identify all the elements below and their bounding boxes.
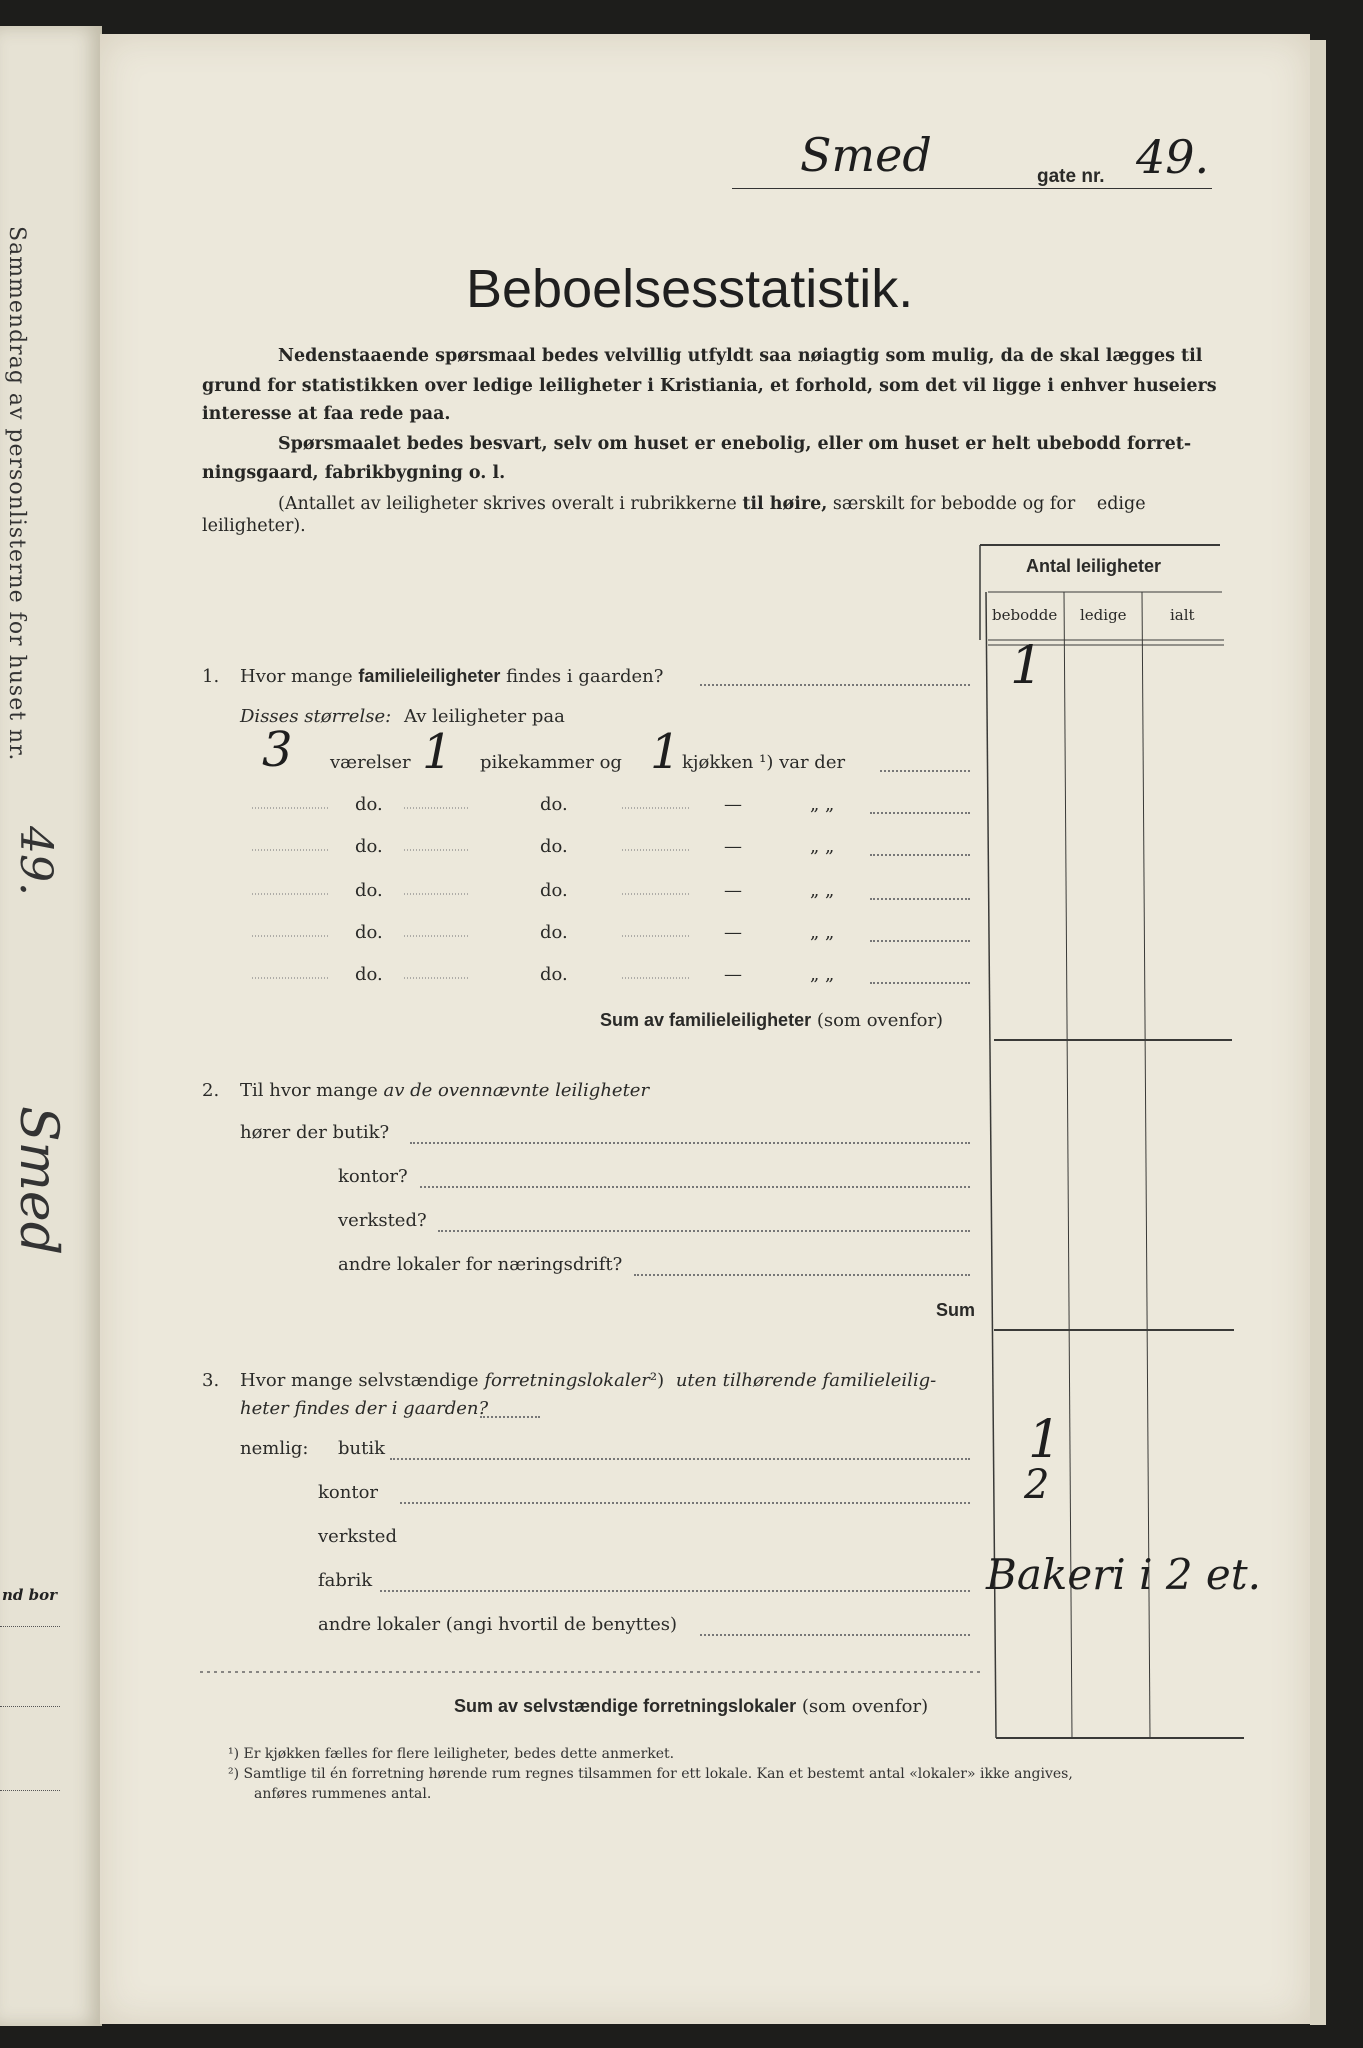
- leader-dots: [410, 1142, 970, 1144]
- left-page-hand-name: Smed: [8, 1106, 68, 1255]
- gate-number-handwritten: 49.: [1136, 130, 1210, 184]
- left-page-hand-number: 49.: [10, 826, 61, 896]
- leader-dots: [390, 1458, 970, 1460]
- leader-dots: [634, 1274, 970, 1276]
- col-ledige: ledige: [1080, 606, 1127, 624]
- col-bebodde: bebodde: [992, 606, 1058, 624]
- q1-text-b: familieleiligheter: [358, 666, 501, 686]
- q1-size-label-italic: Disses størrelse:: [240, 706, 392, 727]
- q2-sum: Sum: [936, 1300, 976, 1320]
- q3-fabrik-handwritten: Bakeri i 2 et.: [986, 1550, 1262, 1599]
- q1-sum-a: Sum av familieleiligheter: [600, 1010, 812, 1030]
- do-row-2b: do.: [540, 836, 568, 857]
- intro-p2-line2: ningsgaard, fabrikbygning o. l.: [202, 463, 506, 483]
- q1-sum-b: (som ovenfor): [816, 1010, 944, 1031]
- leader-dots: [380, 1590, 970, 1592]
- q1-text-c: findes i gaarden?: [506, 666, 664, 687]
- leader-dots: [400, 1502, 970, 1504]
- q3-butik: butik: [338, 1438, 386, 1459]
- q3-verksted: verksted: [318, 1526, 397, 1547]
- q2-text-a: Til hvor mange: [240, 1080, 378, 1101]
- ditto: „ „: [810, 836, 835, 857]
- q2-text-b: av de ovennævnte leiligheter: [383, 1080, 650, 1101]
- dash: —: [724, 880, 742, 901]
- q3-number: 3.: [202, 1370, 220, 1391]
- q2-text: [240, 1080, 649, 1101]
- intro-p1-line1: Nedenstaaende spørsmaal bedes velvillig utfyldt saa nøiagtig som mulig, da de skal lægges til: [278, 346, 1203, 366]
- q1-pikekammer: pikekammer og: [480, 752, 622, 773]
- page-title: Beboelsesstatistik.: [466, 259, 914, 319]
- q3-nemlig: nemlig:: [240, 1438, 309, 1459]
- q2-butik: hører der butik?: [240, 1122, 390, 1143]
- q1-maid-handwritten: 1: [422, 724, 453, 780]
- q2-kontor: kontor?: [338, 1166, 408, 1187]
- intro-p1-line2: grund for statistikken over ledige leiligheter i Kristiania, et forhold, som det vil ligge i enhver huseiers: [202, 376, 1217, 396]
- dash: —: [724, 964, 742, 985]
- footnote-2-line2: anføres rummenes antal.: [254, 1786, 432, 1802]
- q3-text-c: ²): [649, 1370, 665, 1391]
- footnote-2-line1: ²) Samtlige til én forretning hørende rum regnes tilsammen for ett lokale. Kan et bestemt antal «lokaler» ikke angives,: [228, 1766, 1073, 1782]
- do-row-3: do.: [355, 880, 383, 901]
- do-row-1: do.: [355, 794, 383, 815]
- left-page-note: nd bor: [2, 1586, 58, 1604]
- street-name-handwritten: Smed: [800, 128, 932, 182]
- do-row-5: do.: [355, 964, 383, 985]
- leader-dots: [700, 684, 970, 686]
- q3-sum-b: (som ovenfor): [801, 1696, 929, 1717]
- ditto: „ „: [810, 880, 835, 901]
- leader-dots: [870, 982, 970, 984]
- leader-dots: [870, 940, 970, 942]
- intro-p3-d: edige: [1096, 494, 1146, 514]
- q3-kontor-handwritten: 2: [1024, 1462, 1050, 1508]
- q3-text-line1: [240, 1370, 936, 1391]
- q3-sum: [454, 1696, 928, 1717]
- q1-vaerelser: værelser: [330, 752, 411, 773]
- leader-dots: [700, 1634, 970, 1636]
- q1-text-a: Hvor mange: [240, 666, 353, 687]
- ditto: „ „: [810, 922, 835, 943]
- q1-text: [240, 666, 663, 687]
- q2-andre: andre lokaler for næringsdrift?: [338, 1254, 623, 1275]
- leader-dots: [480, 1416, 540, 1418]
- col-ialt: ialt: [1170, 606, 1195, 624]
- leader-dots: [870, 898, 970, 900]
- leader-dots: [420, 1186, 970, 1188]
- q3-butik-handwritten: 1: [1028, 1410, 1062, 1470]
- footnote-1: ¹) Er kjøkken fælles for flere leiligheter, bedes dette anmerket.: [228, 1746, 675, 1762]
- q1-number: 1.: [202, 666, 220, 687]
- dash: —: [724, 794, 742, 815]
- table-title: Antal leiligheter: [1026, 556, 1162, 576]
- do-row-4: do.: [355, 922, 383, 943]
- left-page-vertical-text: Sammendrag av personlisterne for huset nr.: [4, 226, 29, 762]
- intro-p3-line2: leiligheter).: [202, 516, 306, 536]
- intro-p2-line1: Spørsmaalet bedes besvart, selv om huset er enebolig, eller om huset er helt ubebodd forret-: [278, 434, 1192, 454]
- q1-kitchen-handwritten: 1: [650, 724, 681, 780]
- leader-dots: [880, 770, 970, 772]
- q3-text-line2: heter findes der i gaarden?: [240, 1398, 489, 1419]
- leader-dots: [870, 812, 970, 814]
- leader-dots: [438, 1230, 970, 1232]
- q2-verksted: verksted?: [338, 1210, 427, 1231]
- q1-sum: [600, 1010, 943, 1031]
- intro-p3-c: særskilt for bebodde og for: [832, 494, 1076, 514]
- intro-p3-b: til høire,: [742, 494, 828, 514]
- q1-size-label: Av leiligheter paa: [404, 706, 565, 727]
- intro-p1-line3: interesse at faa rede paa.: [202, 404, 451, 424]
- leader-dots: [870, 854, 970, 856]
- q3-fabrik: fabrik: [318, 1570, 373, 1591]
- q3-text-d: uten tilhørende familieleilig-: [675, 1370, 937, 1391]
- ditto: „ „: [810, 794, 835, 815]
- do-row-4b: do.: [540, 922, 568, 943]
- ditto: „ „: [810, 964, 835, 985]
- q2-number: 2.: [202, 1080, 220, 1101]
- q1-rooms-handwritten: 3: [262, 722, 293, 778]
- q3-text-b: forretningslokaler: [484, 1370, 650, 1391]
- q3-kontor: kontor: [318, 1482, 379, 1503]
- dash: —: [724, 836, 742, 857]
- q1-kjokken: kjøkken ¹) var der: [682, 752, 846, 773]
- q1-answer-bebodde: 1: [1010, 636, 1044, 696]
- do-row-2: do.: [355, 836, 383, 857]
- q3-sum-a: Sum av selvstændige forretningslokaler: [454, 1696, 797, 1716]
- dash: —: [724, 922, 742, 943]
- intro-p3-a: (Antallet av leiligheter skrives overalt i rubrikkerne: [278, 494, 737, 514]
- gate-label: gate nr.: [1037, 166, 1105, 187]
- q3-text-a: Hvor mange selvstændige: [240, 1370, 479, 1391]
- q3-andre: andre lokaler (angi hvortil de benyttes): [318, 1614, 678, 1635]
- do-row-5b: do.: [540, 964, 568, 985]
- do-row-3b: do.: [540, 880, 568, 901]
- do-row-1b: do.: [540, 794, 568, 815]
